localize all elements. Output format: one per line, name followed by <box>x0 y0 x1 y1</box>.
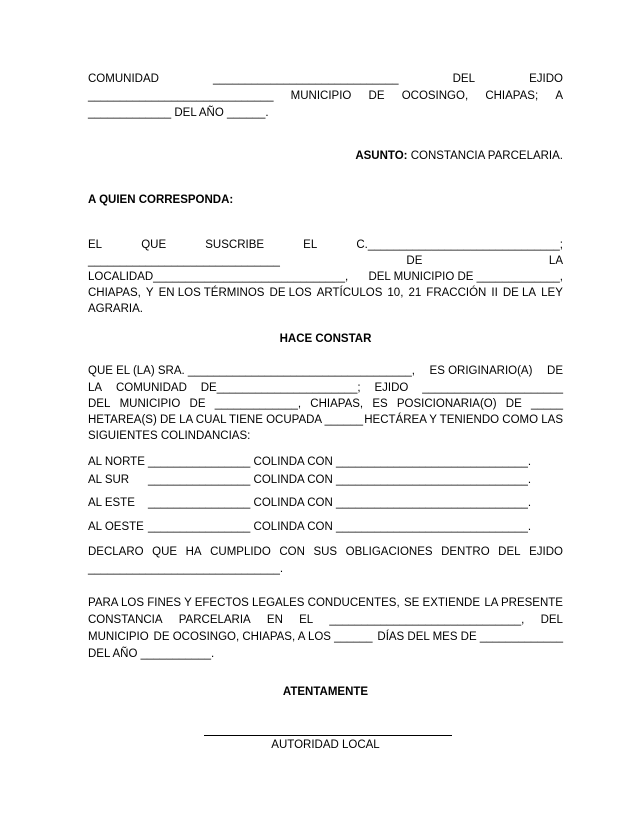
declaration-word: OBLIGACIONES <box>345 546 433 558</box>
body-word: ES ORIGINARIO(A) <box>429 365 533 377</box>
closing-phrase: DÍAS DEL MES DE _____________ <box>377 631 563 643</box>
position-blank: ______________________________ <box>88 255 280 267</box>
section-heading: HACE CONSTAR <box>279 333 372 345</box>
declaration-word: SUS <box>313 546 338 558</box>
intro-line-1 <box>88 238 563 253</box>
closing-line-2 <box>88 613 563 628</box>
closing-phrase: MUNICIPIO <box>88 631 149 643</box>
intro-line-4 <box>88 286 563 301</box>
body-word: LA <box>88 382 103 394</box>
boundary-south <box>88 473 563 488</box>
closing-salutation: ATENTAMENTE <box>282 686 369 698</box>
closing-line-4: DEL AÑO ___________. <box>88 648 215 660</box>
header-line-3: _____________ DEL AÑO ______. <box>88 107 269 119</box>
intro-word: LEY <box>541 287 563 299</box>
subject-line <box>88 149 563 164</box>
boundary-direction: AL NORTE <box>88 456 145 468</box>
community-blank: _____________________________ <box>213 73 399 85</box>
boundary-west <box>88 520 563 535</box>
subject-label: ASUNTO: <box>355 150 408 162</box>
body-line-5: SIGUIENTES COLINDANCIAS: <box>88 430 251 442</box>
header-word: MUNICIPIO <box>290 90 352 102</box>
resident-name-blank: QUE EL (LA) SRA. ___________________________________, <box>88 365 415 377</box>
intro-word: II <box>491 287 498 299</box>
declaration-line-1 <box>88 545 563 560</box>
declaration-word: DENTRO <box>441 546 490 558</box>
body-word: MUNICIPIO <box>119 398 181 410</box>
closing-line-3 <box>88 630 563 645</box>
declaration-word: DECLARO <box>88 546 144 558</box>
ejido-blank: _____________________________ <box>88 90 274 102</box>
intro-word: EL <box>303 239 318 251</box>
body-word: COMUNIDAD <box>115 382 187 394</box>
boundary-adjacent: COLINDA CON ______________________________. <box>253 521 532 533</box>
boundary-direction: AL ESTE <box>88 497 135 509</box>
body-word: ES <box>372 398 388 410</box>
header-word: COMUNIDAD <box>88 73 159 85</box>
intro-word: SUSCRIBE <box>205 239 265 251</box>
header-word: DE <box>368 90 385 102</box>
header-word: A <box>555 90 563 102</box>
closing-word: EN <box>266 614 283 626</box>
signature-line <box>204 735 452 736</box>
boundary-direction: AL SUR <box>88 474 130 486</box>
intro-word: LA <box>548 255 563 267</box>
declaration-word: CUMPLIDO <box>210 546 271 558</box>
boundary-blank: ________________ <box>148 474 251 486</box>
intro-line-3 <box>88 270 563 285</box>
intro-line-2 <box>88 254 563 269</box>
intro-word: DE LA <box>502 287 537 299</box>
intro-word: 21 <box>408 287 422 299</box>
boundary-adjacent: COLINDA CON ______________________________. <box>253 474 532 486</box>
header-word: OCOSINGO, <box>401 90 469 102</box>
body-word: DE <box>505 398 522 410</box>
body-word: DE <box>189 398 206 410</box>
intro-word: ARTÍCULOS <box>316 287 383 299</box>
header-word: EJIDO <box>529 73 563 85</box>
intro-word: DE LOS <box>269 287 312 299</box>
boundary-adjacent: COLINDA CON ______________________________. <box>253 456 532 468</box>
header-word: DEL <box>452 73 475 85</box>
closing-word: PARCELARIA <box>178 614 251 626</box>
signer-name-blank: C.______________________________; <box>356 239 563 251</box>
closing-phrase: DE OCOSINGO, CHIAPAS, A LOS ______ <box>153 631 373 643</box>
boundary-east <box>88 496 563 511</box>
closing-phrase: PARA LOS FINES Y EFECTOS LEGALES CONDUCENTES, <box>88 597 400 609</box>
declaration-line-2: ______________________________. <box>88 563 284 575</box>
salutation: A QUIEN CORRESPONDA: <box>88 194 234 206</box>
intro-word: DE <box>406 255 423 267</box>
body-phrase: HECTÁREA Y TENIENDO COMO LAS <box>364 414 563 426</box>
body-municipality-blank: _____________, <box>214 398 302 410</box>
body-word: DEL <box>88 398 111 410</box>
boundary-north <box>88 455 563 470</box>
declaration-word: CON <box>279 546 305 558</box>
header-word: CHIAPAS; <box>485 90 539 102</box>
locality-blank: LOCALIDAD______________________________, <box>88 271 349 283</box>
intro-word: EL <box>88 239 103 251</box>
place-blank: ______________________________, <box>329 614 525 626</box>
header-line-2 <box>88 89 563 104</box>
header-line-1 <box>88 72 563 87</box>
boundary-adjacent: COLINDA CON ______________________________. <box>253 497 532 509</box>
declaration-word: QUE <box>152 546 178 558</box>
closing-word: DEL <box>540 614 563 626</box>
subject-value: CONSTANCIA PARCELARIA. <box>407 150 563 162</box>
declaration-word: DEL <box>498 546 521 558</box>
intro-word: CHIAPAS, <box>88 287 141 299</box>
intro-word: Y <box>145 287 154 299</box>
boundary-direction: AL OESTE <box>88 521 144 533</box>
intro-word: QUE <box>141 239 167 251</box>
body-word: CHIAPAS, <box>310 398 364 410</box>
body-word: POSICIONARIA(O) <box>396 398 497 410</box>
body-word: EJIDO <box>374 382 409 394</box>
boundary-blank: ________________ <box>148 456 251 468</box>
intro-line-5: AGRARIA. <box>88 303 143 315</box>
municipality-blank: DEL MUNICIPIO DE _____________, <box>368 271 563 283</box>
declaration-word: HA <box>185 546 202 558</box>
hectares-blank: _____ <box>531 398 563 410</box>
boundary-blank: ________________ <box>148 497 251 509</box>
body-line-2 <box>88 381 563 396</box>
intro-word: 10, <box>387 287 404 299</box>
signature-title: AUTORIDAD LOCAL <box>271 739 380 751</box>
body-line-1 <box>88 364 563 379</box>
ejido-name-blank: ______________________ <box>422 382 563 394</box>
closing-phrase: LA PRESENTE <box>484 597 563 609</box>
closing-word: EL <box>299 614 314 626</box>
boundary-blank: ________________ <box>148 521 251 533</box>
community-of-blank: DE______________________; <box>200 382 361 394</box>
intro-word: FRACCIÓN <box>426 287 487 299</box>
closing-line-1 <box>88 596 563 611</box>
closing-phrase: SE EXTIENDE <box>403 597 481 609</box>
intro-word: EN LOS TÉRMINOS <box>158 287 265 299</box>
closing-word: CONSTANCIA <box>88 614 163 626</box>
body-word: DE <box>547 365 563 377</box>
body-line-4 <box>88 413 563 428</box>
body-phrase: HETAREA(S) DE LA CUAL TIENE OCUPADA ______ <box>88 414 364 426</box>
declaration-word: EJIDO <box>529 546 563 558</box>
body-line-3 <box>88 397 563 412</box>
